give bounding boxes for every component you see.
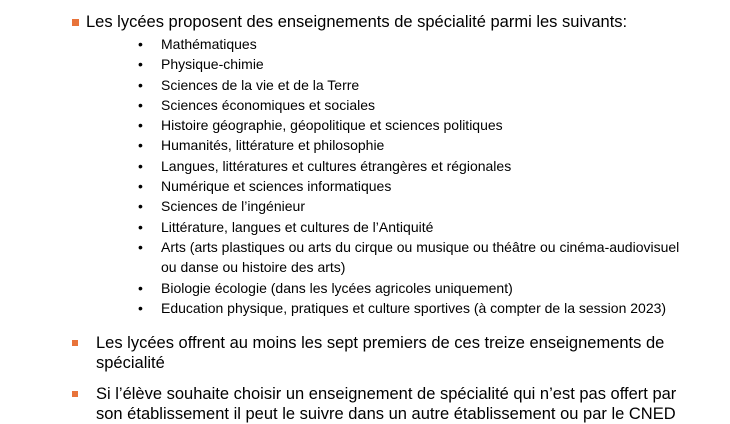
bullet-icon: • [138,96,143,113]
paragraph-offer-text: Les lycées offrent au moins les sept premiers de ces treize enseignements de spécialité [96,334,665,372]
bullet-icon: • [138,117,143,134]
intro-line [72,12,712,32]
list-item [138,75,698,95]
specialites-list [138,34,698,318]
list-item [138,34,698,54]
list-item-label: Physique-chimie [161,56,264,73]
paragraph-offer [72,333,692,373]
paragraph-offer-block [72,333,692,373]
intro-text: Les lycées proposent des enseignements de spécialité parmi les suivants: [86,13,628,31]
list-item [138,95,698,115]
list-item-label: Humanités, littérature et philosophie [161,137,385,154]
list-item-label: Langues, littératures et cultures étrangères et régionales [161,157,512,174]
list-item [138,298,698,318]
square-bullet-icon [72,340,78,346]
list-item-label: Littérature, langues et cultures de l’Antiquité [161,218,434,235]
list-item [138,156,698,176]
list-item [138,54,698,74]
bullet-icon: • [138,218,143,235]
bullet-icon: • [138,157,143,174]
list-item-label: Education physique, pratiques et culture sportives (à compter de la session 2023) [161,299,667,316]
paragraph-other-school-text: Si l’élève souhaite choisir un enseignement de spécialité qui n’est pas offert par son établissement il peut le suivre dans un autre établissement ou par le CNED [96,385,677,423]
list-item [138,278,698,298]
bullet-icon: • [138,56,143,73]
list-item [138,115,698,135]
list-item [138,217,698,237]
bullet-icon: • [138,299,143,316]
list-item-label: Numérique et sciences informatiques [161,178,392,195]
bullet-icon: • [138,76,143,93]
paragraph-other-school-block [72,384,692,424]
bullet-icon: • [138,198,143,215]
list-item [138,176,698,196]
list-item-label: Sciences économiques et sociales [161,96,376,113]
bullet-icon: • [138,178,143,195]
square-bullet-icon [72,391,78,397]
paragraph-other-school [72,384,692,424]
bullet-icon: • [138,36,143,52]
list-item [138,135,698,155]
list-item-label: Sciences de l’ingénieur [161,198,305,215]
bullet-icon: • [138,238,143,255]
list-item-label: Biologie écologie (dans les lycées agricoles uniquement) [161,279,513,296]
list-item [138,237,698,278]
list-item-label: Sciences de la vie et de la Terre [161,76,360,93]
intro-paragraph [72,12,712,32]
list-item-label: Mathématiques [161,36,257,52]
list-item-label: Arts (arts plastiques ou arts du cirque ou musique ou théâtre ou cinéma-audiovisuel ou danse ou histoire des arts) [161,238,680,276]
list-item [138,196,698,216]
square-bullet-icon [72,19,79,26]
bullet-icon: • [138,279,143,296]
list-item-label: Histoire géographie, géopolitique et sciences politiques [161,117,503,134]
bullet-icon: • [138,137,143,154]
